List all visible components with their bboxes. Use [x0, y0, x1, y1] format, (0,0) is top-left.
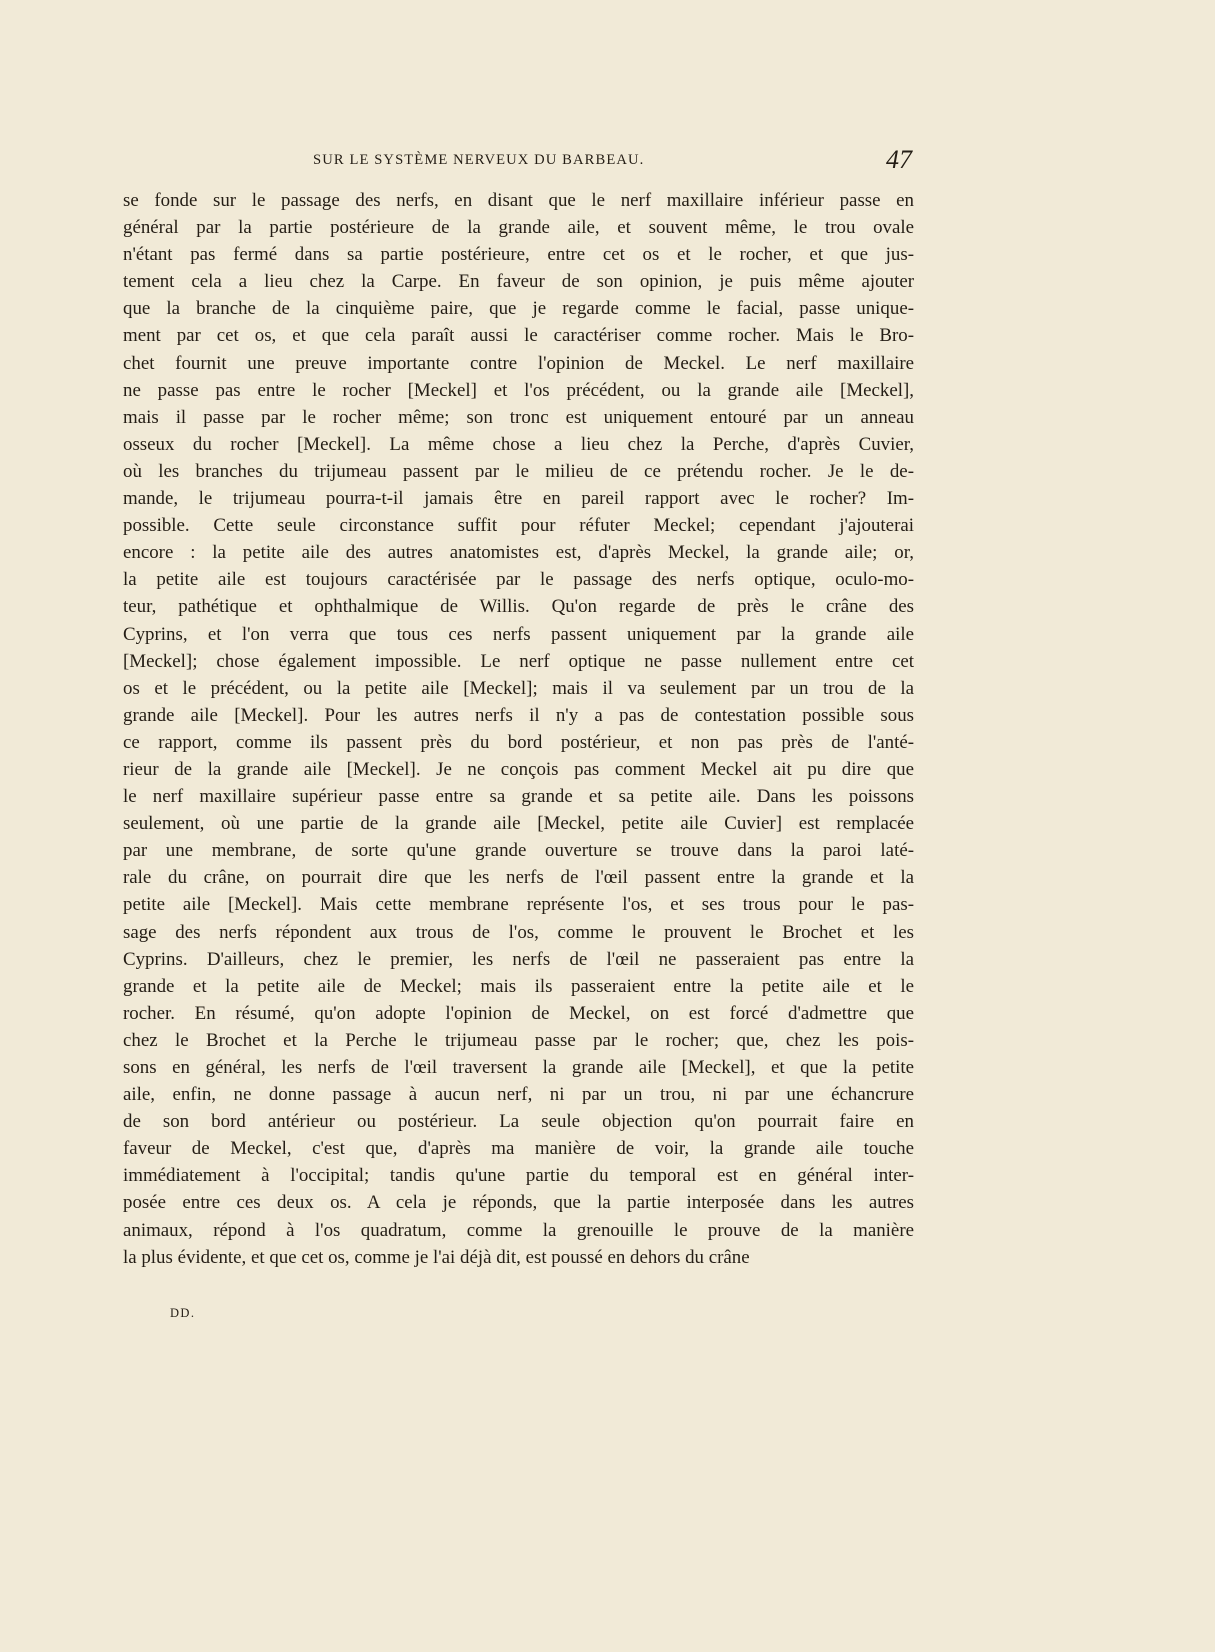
text-line: aile, enfin, ne donne passage à aucun nerf, ni par un trou, ni par une échancrure — [123, 1084, 914, 1106]
text-line: teur, pathétique et ophthalmique de Willis. Qu'on regarde de près le crâne des — [123, 596, 914, 618]
page-number: 47 — [886, 145, 912, 174]
body-text — [123, 187, 914, 1271]
text-line: n'étant pas fermé dans sa partie postérieure, entre cet os et le rocher, et que jus- — [123, 244, 914, 266]
text-line: sons en général, les nerfs de l'œil traversent la grande aile [Meckel], et que la petite — [123, 1057, 914, 1078]
text-line: Cyprins. D'ailleurs, chez le premier, les nerfs de l'œil ne passeraient pas entre la — [123, 948, 914, 970]
text-line: que la branche de la cinquième paire, que je regarde comme le facial, passe unique- — [123, 298, 914, 320]
text-line: posée entre ces deux os. A cela je réponds, que la partie interposée dans les autres — [123, 1192, 914, 1214]
text-line: grande et la petite aile de Meckel; mais ils passeraient entre la petite aile et le — [123, 975, 914, 997]
text-line: ce rapport, comme ils passent près du bord postérieur, et non pas près de l'anté- — [123, 731, 914, 753]
text-line: faveur de Meckel, c'est que, d'après ma manière de voir, la grande aile touche — [123, 1138, 914, 1160]
text-line: seulement, où une partie de la grande aile [Meckel, petite aile Cuvier] est remplacée — [123, 813, 914, 835]
text-line: rale du crâne, on pourrait dire que les nerfs de l'œil passent entre la grande et la — [123, 867, 914, 889]
text-line: os et le précédent, ou la petite aile [Meckel]; mais il va seulement par un trou de la — [123, 677, 914, 699]
text-line: possible. Cette seule circonstance suffit pour réfuter Meckel; cependant j'ajouterai — [123, 515, 914, 537]
text-line: encore : la petite aile des autres anatomistes est, d'après Meckel, la grande aile; or, — [123, 542, 914, 564]
text-line: tement cela a lieu chez la Carpe. En faveur de son opinion, je puis même ajouter — [123, 271, 914, 293]
text-line: mais il passe par le rocher même; son tronc est uniquement entouré par un anneau — [123, 406, 914, 428]
text-line: animaux, répond à l'os quadratum, comme la grenouille le prouve de la manière — [123, 1219, 914, 1241]
text-line: la plus évidente, et que cet os, comme je l'ai déjà dit, est poussé en dehors du crâne — [123, 1246, 750, 1268]
text-line: grande aile [Meckel]. Pour les autres nerfs il n'y a pas de contestation possible sous — [123, 704, 914, 726]
text-line: chet fournit une preuve importante contre l'opinion de Meckel. Le nerf maxillaire — [123, 352, 914, 374]
text-line: mande, le trijumeau pourra-t-il jamais être en pareil rapport avec le rocher? Im- — [123, 488, 914, 510]
text-line: général par la partie postérieure de la grande aile, et souvent même, le trou ovale — [123, 217, 914, 239]
text-line: sage des nerfs répondent aux trous de l'os, comme le prouvent le Brochet et les — [123, 921, 914, 943]
text-line: immédiatement à l'occipital; tandis qu'une partie du temporal est en général inter- — [123, 1165, 914, 1187]
running-title: SUR LE SYSTÈME NERVEUX DU BARBEAU. — [313, 152, 645, 168]
text-line: par une membrane, de sorte qu'une grande ouverture se trouve dans la paroi laté- — [123, 840, 914, 862]
text-line: chez le Brochet et la Perche le trijumeau passe par le rocher; que, chez les pois- — [123, 1029, 914, 1051]
text-line: ne passe pas entre le rocher [Meckel] et l'os précédent, ou la grande aile [Meckel], — [123, 379, 914, 401]
text-line: se fonde sur le passage des nerfs, en disant que le nerf maxillaire inférieur passe en — [123, 190, 914, 211]
text-line: rieur de la grande aile [Meckel]. Je ne conçois pas comment Meckel ait pu dire que — [123, 758, 914, 780]
text-line: où les branches du trijumeau passent par le milieu de ce prétendu rocher. Je le de- — [123, 460, 914, 482]
signature-mark: DD. — [170, 1306, 196, 1320]
text-line: la petite aile est toujours caractérisée par le passage des nerfs optique, oculo-mo- — [123, 569, 914, 591]
text-line: le nerf maxillaire supérieur passe entre sa grande et sa petite aile. Dans les poissons — [123, 786, 914, 808]
text-line: rocher. En résumé, qu'on adopte l'opinion de Meckel, on est forcé d'admettre que — [123, 1002, 914, 1024]
text-line: de son bord antérieur ou postérieur. La seule objection qu'on pourrait faire en — [123, 1111, 914, 1133]
text-line: ment par cet os, et que cela paraît aussi le caractériser comme rocher. Mais le Bro- — [123, 325, 914, 347]
text-line: Cyprins, et l'on verra que tous ces nerfs passent uniquement par la grande aile — [123, 623, 914, 645]
text-line: [Meckel]; chose également impossible. Le nerf optique ne passe nullement entre cet — [123, 650, 914, 672]
text-line: osseux du rocher [Meckel]. La même chose a lieu chez la Perche, d'après Cuvier, — [123, 433, 914, 455]
text-line: petite aile [Meckel]. Mais cette membrane représente l'os, et ses trous pour le pas- — [123, 894, 914, 916]
